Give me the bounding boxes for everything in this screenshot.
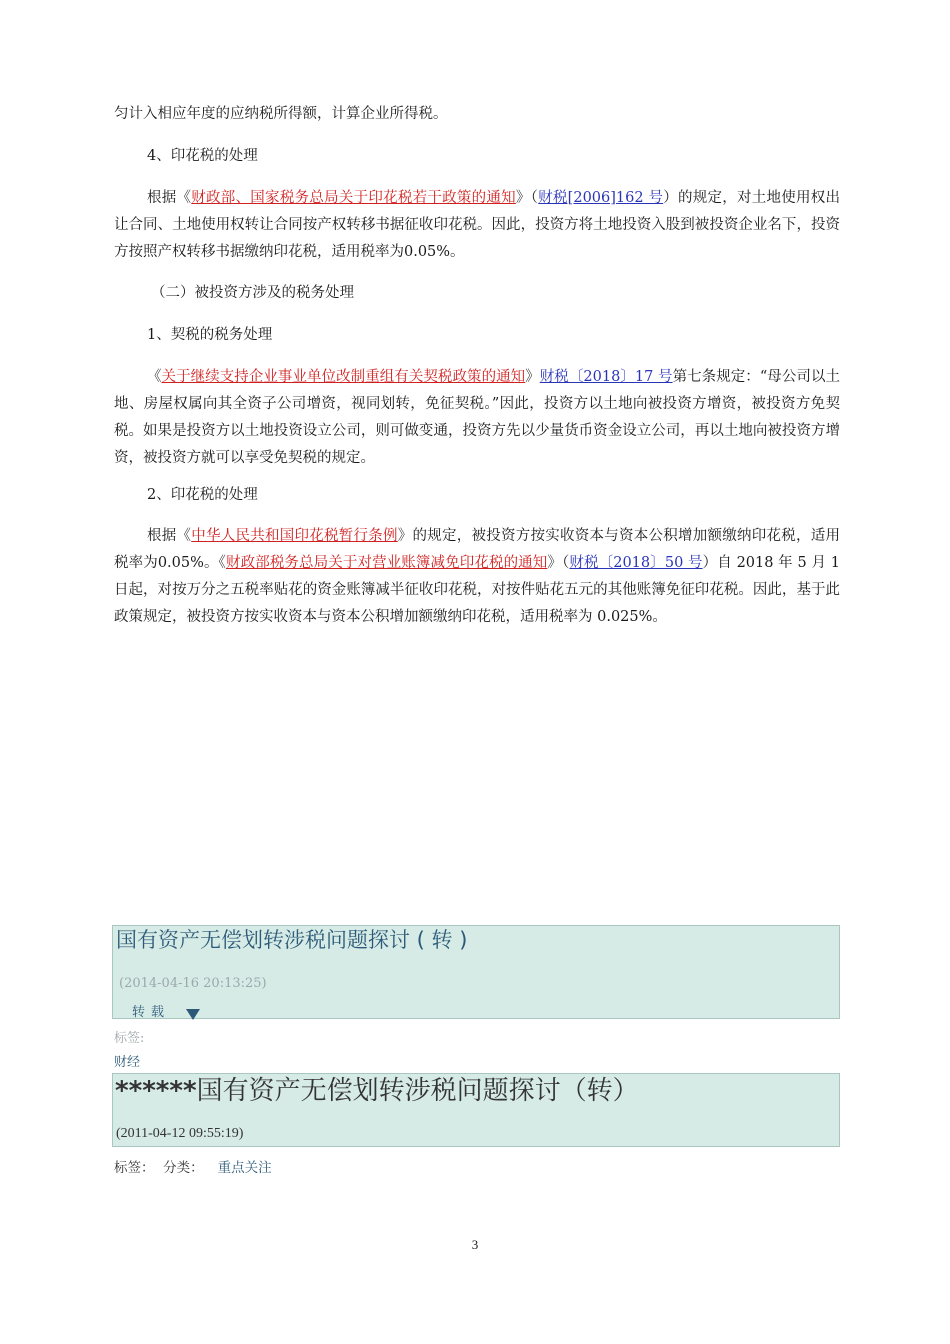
tag-label: 标签:: [114, 1031, 145, 1046]
post-meta-line: [114, 1156, 272, 1176]
link-stamp-duty-regulation[interactable]: 中华人民共和国印花税暂行条例: [191, 528, 398, 544]
category-link-key-focus[interactable]: 重点关注: [217, 1160, 272, 1176]
heading-stamp-duty-2: 2、印花税的处理: [147, 487, 258, 503]
tag-link-finance[interactable]: 财经: [114, 1055, 141, 1070]
link-account-book-notice[interactable]: 财政部税务总局关于对营业账簿减免印花税的通知: [225, 555, 548, 571]
paragraph-deed-tax: 《关于继续支持企业事业单位改制重组有关契税政策的通知》财税〔2018〕17 号第七条规定：“母公司以土地、房屋权属向其全资子公司增资，视同划转，免征契税。”因此，投资方以土地向被投资方增资，被投资方免契税。如果是投资方以土地投资设立公司，则可做变通，投资方先以少量货币资金设立公司，再以土地向被投资方增资，被投资方就可以享受免契税的规定。: [114, 369, 840, 466]
post-title[interactable]: 国有资产无偿划转涉税问题探讨 ( 转 ): [116, 928, 468, 952]
blog-post-header-2011: [112, 1073, 840, 1147]
link-caishui-2018-50[interactable]: 财税〔2018〕50 号: [569, 555, 703, 571]
link-deed-tax-notice[interactable]: 关于继续支持企业事业单位改制重组有关契税政策的通知: [161, 369, 526, 385]
page-number: 3: [471, 1237, 479, 1252]
post-title-2011[interactable]: ******国有资产无偿划转涉税问题探讨（转）: [115, 1076, 639, 1106]
category-label: 分类：: [163, 1160, 204, 1176]
title-stars: ******: [115, 1076, 197, 1106]
paragraph-stamp-duty-investee: 根据《中华人民共和国印花税暂行条例》的规定，被投资方按实收资本与资本公积增加额缴纳印花税，适用税率为0.05%。《财政部税务总局关于对营业账簿减免印花税的通知》（财税〔2018〕50 号）自 2018 年 5 月 1 日起，对按万分之五税率贴花的资金账簿减半征收印花税，对按件贴花五元的其他账簿免征印花税。因此，基于此政策规定，被投资方按实收资本与资本公积增加额缴纳印花税，适用税率为 0.025%。: [114, 528, 841, 625]
heading-stamp-duty: 4、印花税的处理: [147, 148, 258, 164]
blog-post-header-2014: [112, 925, 840, 1019]
heading-investee-tax: （二）被投资方涉及的税务处理: [151, 285, 354, 301]
link-caishui-2018-17[interactable]: 财税〔2018〕17 号: [539, 369, 673, 385]
repost-button[interactable]: 转载: [132, 1005, 171, 1020]
heading-deed-tax: 1、契税的税务处理: [147, 327, 273, 343]
tag-label-2011: 标签：: [114, 1160, 155, 1176]
link-stamp-duty-notice[interactable]: 财政部、国家税务总局关于印花税若干政策的通知: [191, 190, 516, 206]
dropdown-triangle-icon[interactable]: [186, 1009, 200, 1020]
post-date: (2014-04-16 20:13:25): [119, 976, 267, 991]
paragraph-stamp-duty-land: 根据《财政部、国家税务总局关于印花税若干政策的通知》（财税[2006]162 号）的规定，对土地使用权出让合同、土地使用权转让合同按产权转移书据征收印花税。因此，投资方将土地投资入股到被投资企业名下，投资方按照产权转移书据缴纳印花税，适用税率为0.05%。: [114, 190, 841, 260]
link-caishui-2006-162[interactable]: 财税[2006]162 号: [538, 190, 664, 206]
post-date-2011: (2011-04-12 09:55:19): [116, 1126, 244, 1141]
paragraph-continuation: 匀计入相应年度的应纳税所得额，计算企业所得税。: [114, 106, 448, 122]
